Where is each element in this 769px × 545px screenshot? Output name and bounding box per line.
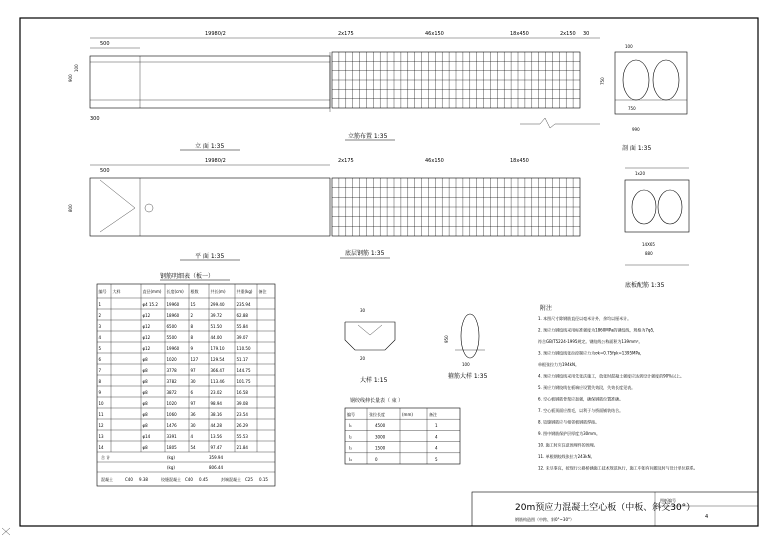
note-line: 单根张拉力为194kN。 xyxy=(538,362,579,367)
table-cell: 9 xyxy=(98,390,102,395)
sec-top-100: 100 xyxy=(625,44,633,49)
table-cell: 13 xyxy=(98,434,104,439)
stable-header-cell: 编号 xyxy=(347,412,355,417)
stable-cell: l₁ xyxy=(349,423,352,429)
detail-a xyxy=(345,308,395,384)
table-cell: 1476 xyxy=(166,423,177,428)
table-cell: φ8 xyxy=(142,379,148,384)
table-cell: 23.02 xyxy=(210,390,222,395)
stable-cell: 3000 xyxy=(375,434,386,440)
table-footer-grade: C40 xyxy=(125,477,133,482)
table-cell: 1020 xyxy=(166,401,177,406)
beam-elevation xyxy=(90,56,330,108)
table-cell: 7 xyxy=(98,368,102,373)
table-cell: 6 xyxy=(190,390,194,395)
table-cell: 1 xyxy=(98,302,102,307)
elev-half-span: 19980/2 xyxy=(205,31,226,37)
table-cell: 129.54 xyxy=(210,357,225,362)
stable-cell: 4 xyxy=(435,445,438,451)
table-cell: 3872 xyxy=(166,390,177,395)
table-cell: 144.75 xyxy=(236,368,251,373)
table-title: 钢筋明细表（板一） xyxy=(160,273,215,280)
elev-300: 300 xyxy=(90,116,100,122)
table-header-cell: 大样 xyxy=(112,289,121,294)
table-cell: 9 xyxy=(190,346,194,351)
table-cell: 19960 xyxy=(166,346,180,351)
table-footer-value: 9.38 xyxy=(139,477,148,482)
table-cell: 1805 xyxy=(166,445,177,450)
table-cell: 39.08 xyxy=(236,401,248,406)
table-footer-label: 铰缝混凝土 xyxy=(161,477,181,482)
table-cell: φ12 xyxy=(142,313,151,318)
title-elevation: 立 面 1:35 xyxy=(195,143,225,150)
notes-title: 附注 xyxy=(540,305,553,312)
note-line: 7. 空心板顶面应凿毛，以利于与桥面铺装结合。 xyxy=(538,408,624,413)
plan-seg-c: 18x450 xyxy=(510,158,529,164)
table-cell: 44.28 xyxy=(210,423,222,428)
stable-cell: l₄ xyxy=(349,456,352,462)
table-cell: 21.84 xyxy=(236,445,248,450)
table-cell: φ12 xyxy=(142,324,151,329)
table-header-cell: 共重(kg) xyxy=(236,289,253,294)
table-cell: 44.00 xyxy=(210,335,222,340)
table-cell: 30 xyxy=(190,423,196,428)
table-sum-label: 合 计 xyxy=(101,455,111,460)
det-20: 20 xyxy=(360,356,366,361)
table-cell: 51.50 xyxy=(210,324,222,329)
stable-cell: 1500 xyxy=(375,445,386,451)
table-footer-value: 0.45 xyxy=(199,477,208,482)
table-cell: 113.46 xyxy=(210,379,225,384)
table-cell: 30 xyxy=(190,379,196,384)
h-900: 900 xyxy=(68,74,73,82)
title-number: 4 xyxy=(705,514,709,520)
stable-header-cell: (mm) xyxy=(402,412,413,417)
table-cell: 366.47 xyxy=(210,368,225,373)
table-cell: 15 xyxy=(190,302,196,307)
table-cell: φ14 xyxy=(142,434,151,439)
table-cell: φ8 xyxy=(142,423,148,428)
note-line: 5. 预应力钢绞线在板端应设置失效段，失效长度见表。 xyxy=(538,385,636,390)
table-footer-grade: C40 xyxy=(185,477,193,482)
sec-top-990: 990 xyxy=(632,127,640,132)
seg-a: 2x175 xyxy=(338,31,354,37)
title-rebar-plan: 底层钢筋 1:35 xyxy=(345,250,385,257)
table-cell: 8 xyxy=(98,379,102,384)
stable-cell: 4500 xyxy=(375,423,386,429)
table-header-cell: 直径(mm) xyxy=(142,289,162,294)
table-cell: 8 xyxy=(190,324,194,329)
table-cell: 51.17 xyxy=(236,357,248,362)
title-detail-a: 大样 1:15 xyxy=(360,377,388,384)
table-cell: 4 xyxy=(190,434,194,439)
table-cell: 6 xyxy=(98,357,102,362)
seg-d-tail: 30 xyxy=(583,31,590,37)
plan-seg-a: 2x175 xyxy=(338,158,354,164)
stable-cell: 4 xyxy=(435,434,438,440)
table-cell: 16.58 xyxy=(236,390,248,395)
stable-cell: 5 xyxy=(435,456,438,462)
table-cell: 39.07 xyxy=(236,335,248,340)
plan-view xyxy=(68,158,580,260)
table-cell: φ8 xyxy=(142,357,148,362)
table-header-cell: 编号 xyxy=(98,289,107,294)
table-cell: 6500 xyxy=(166,324,177,329)
plan-500: 500 xyxy=(100,168,110,174)
table-cell: 54 xyxy=(190,445,196,450)
table-cell: 97 xyxy=(190,368,196,373)
table-sum-value: 359.94 xyxy=(209,455,223,460)
stable-header-cell: 备注 xyxy=(429,412,437,417)
table-cell: 26.29 xyxy=(236,423,248,428)
table-cell: 97.47 xyxy=(210,445,222,450)
title-plan: 平 面 1:35 xyxy=(195,253,225,260)
table-sum-unit: (kg) xyxy=(167,465,175,470)
table-cell: 10 xyxy=(98,401,104,406)
table-cell: φ8 xyxy=(142,445,148,450)
table-cell: 1060 xyxy=(166,412,177,417)
det-100: 100 xyxy=(462,362,470,367)
table-cell: 55.84 xyxy=(236,324,248,329)
section-bottom xyxy=(625,168,689,289)
title-main: 20m预应力混凝土空心板（中板、斜交30°） xyxy=(515,503,696,513)
table-cell: φ12 xyxy=(142,335,151,340)
h-100: 100 xyxy=(74,64,79,72)
note-line: 12. 未尽事宜，按现行公路桥涵施工技术规范执行，施工中如有问题及时与设计单位联系。 xyxy=(538,465,698,471)
seg-b: 46x150 xyxy=(425,31,444,37)
table-cell: 2 xyxy=(98,313,102,318)
stable-cell: l₃ xyxy=(349,445,352,451)
section-top xyxy=(600,44,687,152)
table-cell: 2 xyxy=(190,313,194,318)
table-cell: 23.54 xyxy=(236,412,248,417)
table-sum-value: 806.44 xyxy=(209,465,223,470)
table-cell: 3 xyxy=(98,324,102,329)
det-950: 950 xyxy=(444,335,449,343)
table-cell: 3778 xyxy=(166,368,177,373)
notes xyxy=(538,304,698,471)
sec-top-750: 750 xyxy=(628,106,636,111)
note-line: 1. 本图尺寸除钢筋直径以毫米计外，余均以厘米计。 xyxy=(538,316,632,321)
sheet-frame xyxy=(20,18,758,526)
table-cell: φ8 xyxy=(142,401,148,406)
table-cell: 101.75 xyxy=(236,379,251,384)
stable-header-cell: 张拉长度 xyxy=(369,412,385,417)
title-sub: 钢筋构造图（中跨、斜0°~30°） xyxy=(515,517,574,522)
table-cell: 62.88 xyxy=(236,313,248,318)
sec-bot-880: 880 xyxy=(645,251,653,256)
table-cell: 39.72 xyxy=(210,313,222,318)
detail-b xyxy=(444,314,488,380)
seg-c: 18x450 xyxy=(510,31,529,37)
note-line: 9. 图中钢筋保护层厚度为30mm。 xyxy=(538,431,600,436)
sec-top-750-v: 750 xyxy=(600,77,605,85)
sec-bot-14x65: 14X65 xyxy=(642,242,655,247)
table-cell: φ8 xyxy=(142,390,148,395)
elev-500: 500 xyxy=(100,41,110,47)
table-cell: 3391 xyxy=(166,434,177,439)
note-line: 符合GB/T5224-1995规定。钢绞线公称面积为139mm²。 xyxy=(538,339,643,344)
note-line: 11. 单根钢绞线张拉力243kN。 xyxy=(538,454,595,459)
table-cell: 5 xyxy=(98,346,102,351)
table-cell: 13.56 xyxy=(210,434,222,439)
stable-cell: l₂ xyxy=(349,434,352,440)
note-line: 3. 预应力钢绞线张拉控制应力为σk=0.75fpk=1395MPa， xyxy=(538,350,645,356)
note-line: 4. 预应力钢绞线采用先张法施工，放张时混凝土强度应达到设计强度的90%以上。 xyxy=(538,373,684,379)
small-table xyxy=(345,397,460,464)
table-cell: 97 xyxy=(190,401,196,406)
table-cell: 127 xyxy=(190,357,199,362)
table-cell: 5500 xyxy=(166,335,177,340)
table-sum-unit: (kg) xyxy=(167,455,175,460)
plan-half-span: 19980/2 xyxy=(205,158,226,164)
table-cell: 1020 xyxy=(166,357,177,362)
table-cell: 12 xyxy=(98,423,104,428)
det-30: 30 xyxy=(360,308,366,313)
table-header-cell: 备注 xyxy=(258,289,267,294)
table-cell: 11 xyxy=(98,412,104,417)
table-cell: 4 xyxy=(98,335,102,340)
table-header-cell: 长度(cm) xyxy=(166,289,184,294)
title-section-bottom: 底板配筋 1:35 xyxy=(625,282,665,289)
table-cell: φ12 xyxy=(142,346,151,351)
table-cell: 38.16 xyxy=(210,412,222,417)
table-cell: 98.94 xyxy=(210,401,222,406)
table-cell: 235.94 xyxy=(236,302,251,307)
table-cell: 14 xyxy=(98,445,104,450)
title-section-top: 剖 面 1:35 xyxy=(622,145,652,152)
note-line: 10. 施工时应注意预埋件的预埋。 xyxy=(538,442,598,448)
table-cell: 55.53 xyxy=(236,434,248,439)
sec-bot-1x20: 1x20 xyxy=(635,171,646,176)
table-cell: 18960 xyxy=(166,313,180,318)
note-line: 6. 空心板钢筋骨架应加强，确保钢筋位置准确。 xyxy=(538,396,624,402)
beam-plan xyxy=(90,178,330,236)
table-cell: 299.40 xyxy=(210,302,225,307)
table-footer-value: 0.15 xyxy=(259,477,268,482)
table-cell: φ8 xyxy=(142,368,148,373)
table-cell: 179.10 xyxy=(210,346,225,351)
table-footer-grade: C25 xyxy=(245,477,253,482)
title-block xyxy=(472,492,758,526)
seg-d: 2x150 xyxy=(560,31,576,37)
title-detail-b: 箍筋大样 1:35 xyxy=(448,373,488,380)
title-label: 图纸编号 xyxy=(660,498,676,503)
table-footer-label: 混凝土 xyxy=(101,477,113,482)
table-cell: 3782 xyxy=(166,379,177,384)
note-line: 2. 预应力钢绞线采用标准强度为1860MPa的钢绞线，规格为7φ5， xyxy=(538,327,658,333)
plan-seg-b: 46x150 xyxy=(425,158,444,164)
rebar-table xyxy=(97,272,275,486)
table-header-cell: 根数 xyxy=(190,289,199,294)
title-rebar-elev: 立筋布置 1:35 xyxy=(348,133,388,140)
small-table-title: 钢绞线伸长量表（ 束 ） xyxy=(350,398,404,404)
table-cell: φ8 xyxy=(142,412,148,417)
table-cell: φ4 15.2 xyxy=(142,302,158,307)
stable-cell: 1 xyxy=(435,423,438,429)
stable-cell: 0 xyxy=(375,456,378,462)
table-cell: 8 xyxy=(190,335,194,340)
table-cell: 36 xyxy=(190,412,196,417)
h-800: 800 xyxy=(68,204,73,212)
note-line: 8. 铰缝钢筋应与相邻板钢筋焊接。 xyxy=(538,419,600,425)
elevation-view xyxy=(68,31,600,150)
table-cell: 110.50 xyxy=(236,346,251,351)
table-header-cell: 共长(m) xyxy=(210,289,226,294)
table-cell: 19960 xyxy=(166,302,180,307)
table-footer-label: 封端混凝土 xyxy=(221,477,241,482)
